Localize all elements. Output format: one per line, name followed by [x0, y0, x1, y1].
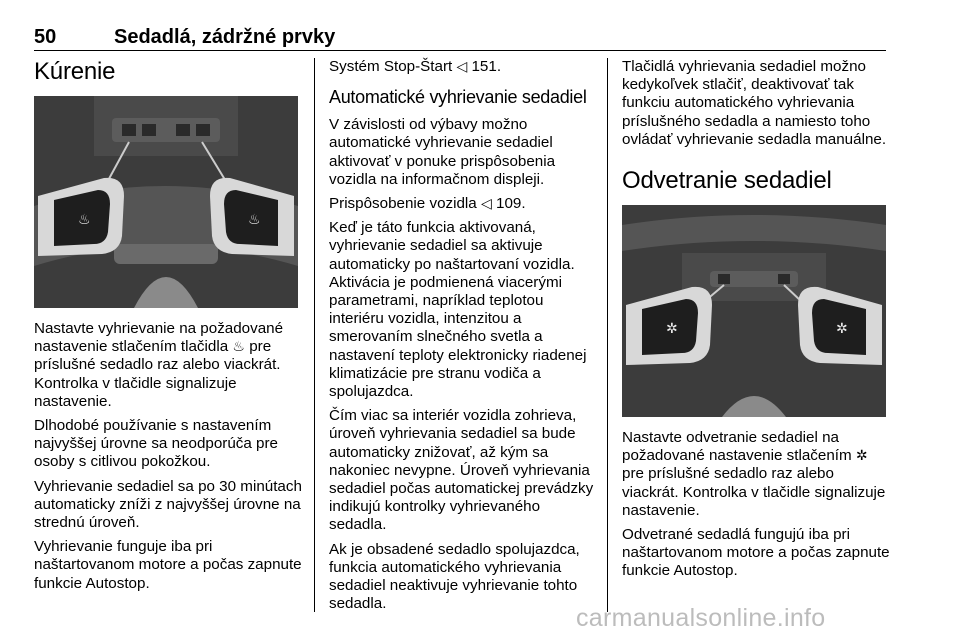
svg-text:✲: ✲ [836, 321, 848, 338]
paragraph: Vyhrievanie sedadiel sa po 30 minútach automaticky zníži z najvyššej úrovne na strednú úroveň. [34, 477, 302, 532]
paragraph: V závislosti od výbavy možno automatické vyhrievanie sedadiel aktivovať v ponuke prispôsobenia vozidla na informačnom displeji. [329, 116, 556, 188]
paragraph: Tlačidlá vyhrievania sedadiel možno kedykoľvek stlačiť, deaktivovať tak funkciu automatického vyhrievania príslušného sedadla a namiesto toho ovládať vyhrievanie sedadla manuálne. [622, 58, 887, 148]
svg-text:✲: ✲ [666, 321, 678, 338]
paragraph: Vyhrievanie funguje iba pri naštartovanom motore a počas zapnute funkcie Autostop. [34, 538, 302, 592]
page-header [34, 18, 886, 51]
paragraph: Keď je táto funkcia aktivovaná, vyhrievanie sedadiel sa aktivuje automaticky po naštartovaní vozidla. Aktivácia je podmienená viacerými parametrami, napríklad teplotou interiéru vozidla, intenzitou a smerovaním slnečného svetla a nastavení teploty elektronicky riadenej klimatizácie pre stranu vodiča a spolujazdca. [329, 219, 587, 401]
paragraph: Systém Stop-Štart ◁ 151. [329, 58, 502, 75]
paragraph: Čím viac sa interiér vozidla zohrieva, úroveň vyhrievania sedadiel sa bude automaticky znižovať, až kým sa nakoniec nevypne. Úroveň vyhrievania sedadiel počas automatickej prevádzky indikujú kontrolky vyhrievaného sedadla. [329, 407, 594, 534]
seat-ventilation-illustration [622, 205, 886, 417]
paragraph: Nastavte odvetranie sedadiel na požadované nastavenie stlačením ✲ pre príslušné sedadlo raz alebo viackrát. Kontrolka v tlačidle signalizuje nastavenie. [622, 429, 886, 519]
svg-text:♨: ♨ [78, 212, 91, 228]
column-right [622, 58, 890, 587]
section-heading-heating: Kúrenie [34, 58, 116, 85]
column-left [34, 58, 302, 599]
paragraph: Odvetrané sedadlá fungujú iba pri naštartovanom motore a počas zapnute funkcie Autostop. [622, 526, 890, 580]
chapter-title: Sedadlá, zádržné prvky [114, 26, 336, 48]
svg-text:♨: ♨ [248, 212, 261, 228]
paragraph: Prispôsobenie vozidla ◁ 109. [329, 195, 526, 213]
seat-heating-icon: ♨ [232, 339, 245, 356]
column-divider [607, 58, 608, 612]
section-heading-auto-heating: Automatické vyhrievanie sedadiel [329, 87, 587, 108]
column-middle [329, 58, 597, 619]
section-heading-ventilation: Odvetranie sedadiel [622, 167, 832, 195]
watermark: carmanualsonline.info [576, 604, 826, 632]
column-divider [314, 58, 315, 612]
seat-heating-illustration [34, 96, 298, 308]
paragraph: Nastavte vyhrievanie na požadované nastavenie stlačením tlačidla ♨ pre príslušné sedadlo raz alebo viackrát. Kontrolka v tlačidle signalizuje nastavenie. [34, 320, 284, 410]
seat-ventilation-icon: ✲ [855, 448, 868, 465]
page-number: 50 [34, 26, 57, 48]
paragraph: Dlhodobé používanie s nastavením najvyššej úrovne sa neodporúča pre osoby s citlivou pokožkou. [34, 417, 278, 471]
page-reference-icon: ◁ [480, 196, 492, 213]
paragraph: Ak je obsadené sedadlo spolujazdca, funkcia automatického vyhrievania sedadiel neaktivuje vyhrievanie tohto sedadla. [329, 540, 580, 613]
page-reference-icon: ◁ [456, 59, 468, 75]
